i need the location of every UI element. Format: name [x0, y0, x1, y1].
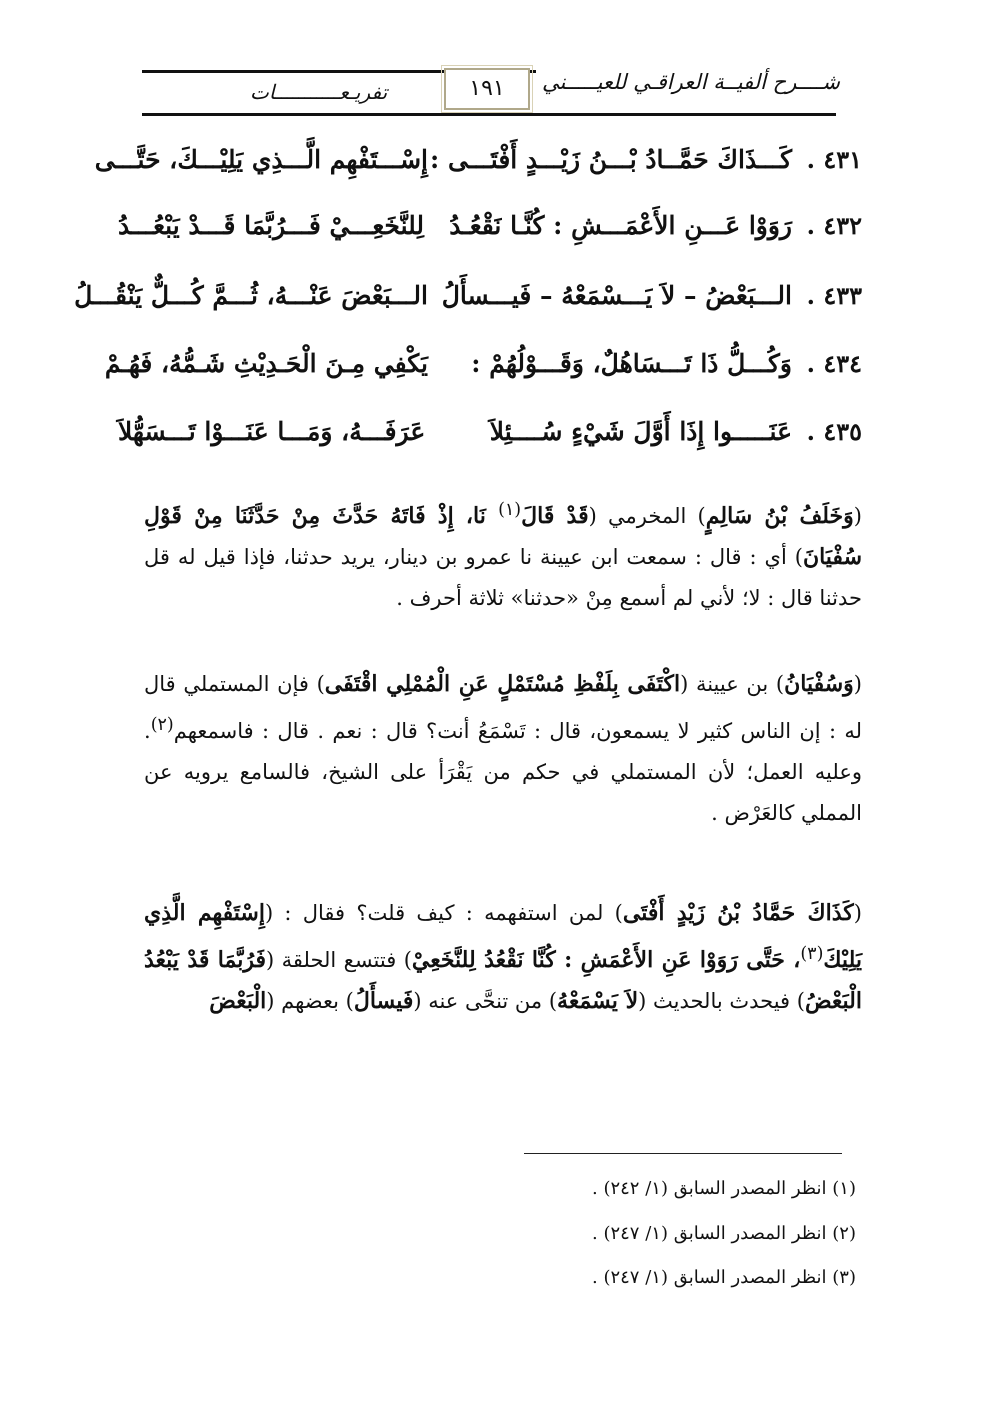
footnote-marker: (١)	[498, 500, 522, 520]
verse-line	[0, 349, 1004, 399]
section-title: تفريـعـــــــــــات	[250, 80, 388, 104]
sharh-text: . وعليه العمل؛ لأن المستملي في حكم من يَقْرَأ على الشيخ، فالسامع يرويه عن المملي كالعَرْض .	[144, 719, 862, 825]
bracket: (	[853, 672, 862, 696]
matn-text: إِسْتَفْهِم الَّذِي يَلِيْكَ	[144, 900, 862, 973]
matn-text: فَيسأَلُ	[353, 988, 414, 1014]
verse-first-hemistich: رَوَوْا عَـــنِ الأَعْمَـــشِ : كُنَّـا نَقْعُـدُ	[449, 211, 792, 240]
sharh-text: ) أي : قال : سمعت ابن عيينة نا عمرو بن دينار، يريد حدثنا، فإذا قيل له قل حدثنا قال : لا؛ لأني لم أسمع مِنْ «حدثنا» ثلاثة أحرف .	[144, 545, 862, 610]
commentary-paragraph	[144, 893, 862, 1022]
bracket: (	[853, 901, 862, 925]
matn-text: وَخَلَفُ بْنُ سَالِمٍ	[705, 503, 854, 529]
commentary-paragraph	[144, 664, 862, 834]
sharh-text: ) بعضهم (	[266, 989, 354, 1013]
verse-second-hemistich: إِسْـــتَفْهِم الَّـــذِي يَلِيْـــكَ، حَتَّـــى	[94, 145, 428, 174]
matn-text: ، حَتَّى رَوَوْا عَنِ الأَعْمَشِ : كُنَّا نَقْعُدُ لِلنَّخَعِيْ	[411, 947, 801, 973]
verse-second-hemistich: الـــبَعْضَ عَنْـــهُ، ثُـــمَّ كُـــلٌّ يَنْقُـــلُ	[74, 281, 428, 310]
verse-line	[0, 281, 1004, 331]
page-header	[138, 62, 840, 118]
book-title: شــــرح ألفيــة العراقـي للعيـــــني	[541, 70, 840, 94]
verse-number: ٤٣٥ .	[806, 417, 862, 446]
verse-line	[0, 145, 1004, 195]
page-number: ١٩١	[444, 68, 530, 110]
verse-number: ٤٣٤ .	[806, 349, 862, 378]
verse-second-hemistich: عَرَفَـــهُ، وَمَـــا عَنَـــوْا تَـــسَهُّلاَ	[118, 417, 426, 446]
matn-text: الْبَعْضَ	[209, 988, 267, 1014]
bracket: (	[853, 504, 862, 528]
footnote-marker: (٣)	[800, 944, 824, 964]
commentary-paragraph	[144, 490, 862, 619]
sharh-text: ) لمن استفهمه : كيف قلت؟ فقال : (	[264, 901, 623, 925]
sharh-text: ) فتتسع الحلقة (	[266, 948, 412, 972]
matn-text: قَدْ قَالَ	[521, 503, 589, 529]
verse-number: ٤٣٢ .	[806, 211, 862, 240]
footnote: (٢) انظر المصدر السابق (١/ ٢٤٧) .	[592, 1223, 856, 1244]
footnote: (٣) انظر المصدر السابق (١/ ٢٤٧) .	[592, 1267, 856, 1288]
verse-first-hemistich: وَكُـــلُّ ذَا تَـــسَاهُلٌ، وَقَـــوْلُهُمْ :	[471, 349, 792, 378]
footnote: (١) انظر المصدر السابق (١/ ٢٤٢) .	[592, 1178, 856, 1199]
verse-first-hemistich: كَـــذَاكَ حَمَّــادُ بْـــنُ زَيْـــدٍ أَفْتَـــى :	[430, 145, 792, 174]
footnote-separator	[524, 1153, 842, 1154]
sharh-text: ) فيحدث بالحديث (	[638, 989, 805, 1013]
matn-text: نَا، إِذْ فَاتَهُ حَدَّثَ مِنْ حَدَّثَنَا مِنْ قَوْلِ سُفْيَانَ	[144, 503, 862, 570]
sharh-text: ) من تنحَّى عنه (	[413, 989, 558, 1013]
sharh-text: ) فإن المستملي قال له : إن الناس كثير لا يسمعون، قال : تَسْمَعُ أنت؟ قال : نعم . قال : فاسمعهم	[144, 672, 862, 743]
matn-text: كَذَاكَ حَمَّادُ بْنُ زَيْدٍ أَفْتَى	[622, 900, 854, 926]
matn-text: فَرُبَّمَا قَدْ يَبْعُدُ الْبَعْضُ	[144, 947, 862, 1014]
verse-line	[0, 417, 1004, 467]
verse-first-hemistich: الـــبَعْضُ – لاَ يَـــسْمَعْهُ – فَيـــسأَلُ	[441, 281, 792, 310]
matn-text: لاَ يَسْمَعْهُ	[557, 988, 639, 1014]
verse-second-hemistich: يَكْفِي مِـنَ الْحَـدِيْثِ شَـمُّهُ، فَهُـمْ	[104, 349, 428, 378]
verse-line	[0, 211, 1004, 261]
verse-number: ٤٣١ .	[806, 145, 862, 174]
matn-text: اكْتَفَى بِلَفْظِ مُسْتَمْلٍ عَنِ الْمُمْلِي اقْتَفَى	[324, 671, 681, 697]
footnote-marker: (٢)	[150, 715, 174, 735]
header-rule-bottom	[142, 113, 836, 116]
verse-second-hemistich: لِلنَّخَعِـــيْ فَـــرُبَّمَا قَـــدْ يَبْعُـــدُ	[118, 211, 425, 240]
sharh-text: ) بن عيينة (	[680, 672, 785, 696]
sharh-text: ) المخرمي (	[588, 504, 706, 528]
verse-number: ٤٣٣ .	[806, 281, 862, 310]
verse-first-hemistich: عَنَـــــوا إِذَا أَوَّلَ شَيْءٍ سُــــئِلاَ	[489, 417, 792, 446]
matn-text: وَسُفْيَانُ	[784, 671, 854, 697]
